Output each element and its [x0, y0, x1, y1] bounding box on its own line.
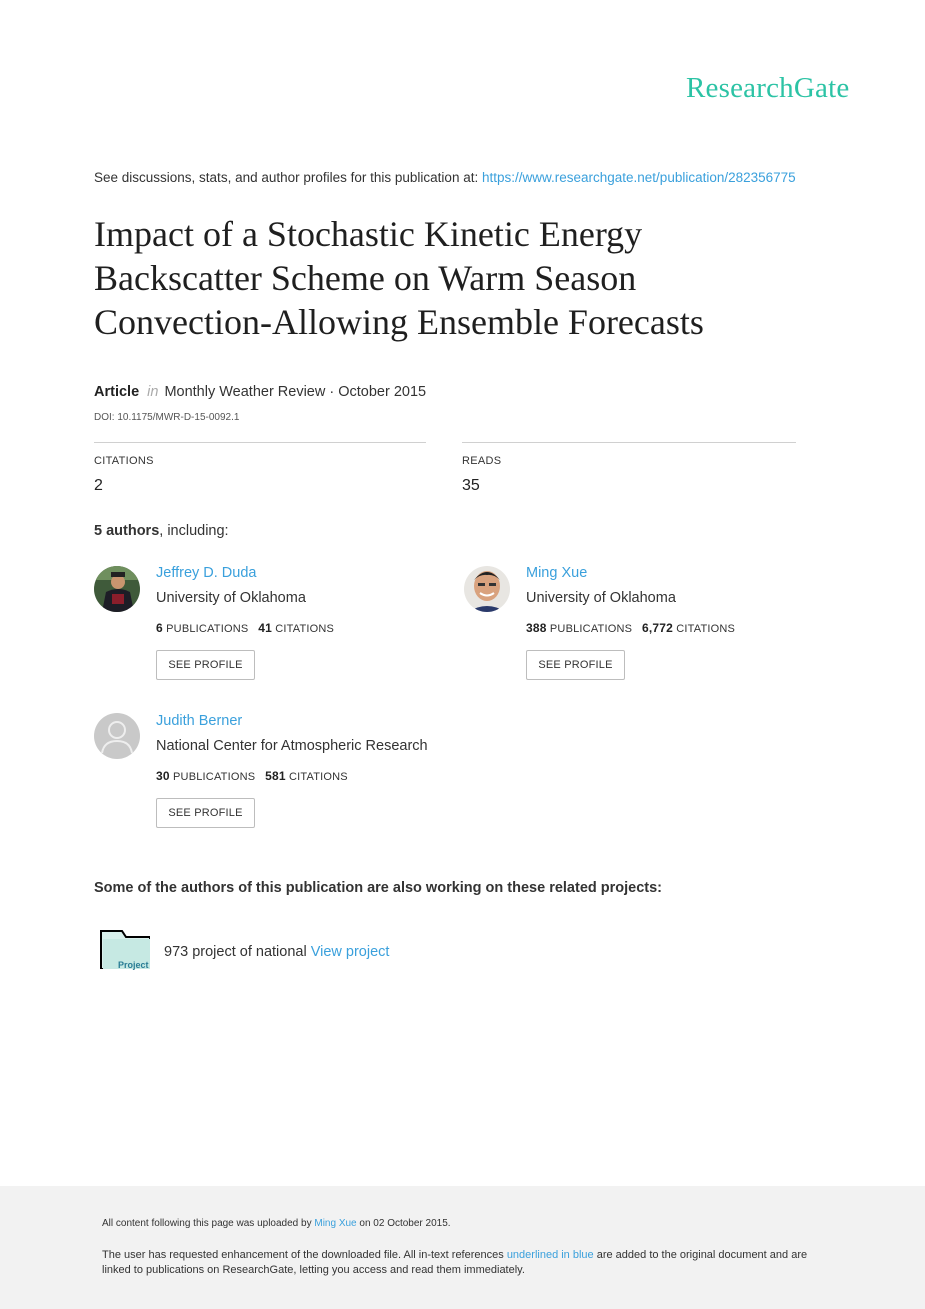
see-discussions-line [94, 170, 796, 185]
view-project-link[interactable]: View project [310, 944, 390, 960]
author-affiliation: University of Oklahoma [156, 590, 306, 606]
article-type: Article [94, 384, 140, 400]
publication-url-link[interactable]: https://www.researchgate.net/publication/282356775 [481, 170, 796, 185]
author-avatar-ming-xue[interactable] [464, 566, 510, 612]
reads-label: READS [462, 455, 502, 467]
related-projects-heading: Some of the authors of this publication are also working on these related projects: [94, 880, 663, 896]
publications-count: 388 [526, 621, 547, 635]
publications-label: PUBLICATIONS [173, 771, 256, 783]
uploaded-prefix: All content following this page was uploaded by [102, 1218, 315, 1229]
author-name[interactable]: Ming Xue [526, 565, 588, 581]
venue-date: Monthly Weather Review · October 2015 [164, 384, 427, 400]
author-counts [156, 769, 348, 783]
citations-label: CITATIONS [94, 455, 154, 467]
doi: DOI: 10.1175/MWR-D-15-0092.1 [94, 412, 240, 423]
see-profile-button[interactable]: SEE PROFILE [156, 650, 255, 680]
reads-value: 35 [462, 477, 480, 494]
authors-count: 5 authors [94, 523, 160, 539]
author-affiliation: University of Oklahoma [526, 590, 676, 606]
title-line: Backscatter Scheme on Warm Season [94, 258, 637, 298]
publications-label: PUBLICATIONS [549, 623, 633, 635]
see-profile-button[interactable]: SEE PROFILE [526, 650, 625, 680]
in-word: in [147, 384, 159, 400]
author-avatar-jeffrey-duda[interactable] [94, 566, 140, 612]
author-name[interactable]: Judith Berner [156, 713, 243, 729]
uploaded-by-line [102, 1218, 451, 1229]
author-avatar-placeholder[interactable] [94, 713, 140, 759]
authors-heading [94, 523, 229, 539]
author-counts [156, 621, 334, 635]
paper-title [94, 212, 854, 344]
project-name: 973 project of national [164, 944, 311, 960]
uploaded-suffix: on 02 October 2015. [356, 1218, 451, 1229]
author-affiliation: National Center for Atmospheric Research [156, 738, 428, 754]
publications-count: 6 [156, 621, 163, 635]
project-line [164, 944, 389, 960]
citations-count-label: CITATIONS [288, 771, 348, 783]
publications-label: PUBLICATIONS [166, 623, 249, 635]
author-counts [526, 621, 735, 635]
citations-count-label: CITATIONS [275, 623, 335, 635]
citations-value: 2 [94, 477, 103, 494]
citations-count: 6,772 [641, 621, 673, 635]
enhancement-suffix: are added to the original document and are linked to publications on ResearchGate, letting you access and read them immediately. [102, 1249, 808, 1276]
underlined-in-blue-link[interactable]: underlined in blue [506, 1249, 594, 1261]
title-line: Convection-Allowing Ensemble Forecasts [94, 302, 704, 342]
project-icon-label: Project [118, 960, 149, 970]
divider [94, 442, 426, 443]
uploader-link[interactable]: Ming Xue [314, 1218, 357, 1229]
see-profile-button[interactable]: SEE PROFILE [156, 798, 255, 828]
citations-count: 581 [265, 769, 286, 783]
enhancement-prefix: The user has requested enhancement of the downloaded file. All in-text references [102, 1249, 507, 1261]
researchgate-logo[interactable]: ResearchGate [686, 72, 850, 104]
project-folder-icon [100, 929, 150, 969]
see-discussions-text: See discussions, stats, and author profiles for this publication at: [94, 170, 482, 185]
authors-suffix: , including: [159, 523, 229, 539]
divider [462, 442, 796, 443]
citations-count-label: CITATIONS [676, 623, 736, 635]
title-line: Impact of a Stochastic Kinetic Energy [94, 214, 643, 254]
author-name[interactable]: Jeffrey D. Duda [156, 565, 257, 581]
article-meta [94, 384, 426, 400]
citations-count: 41 [258, 621, 272, 635]
enhancement-note [102, 1248, 832, 1278]
publications-count: 30 [156, 769, 170, 783]
